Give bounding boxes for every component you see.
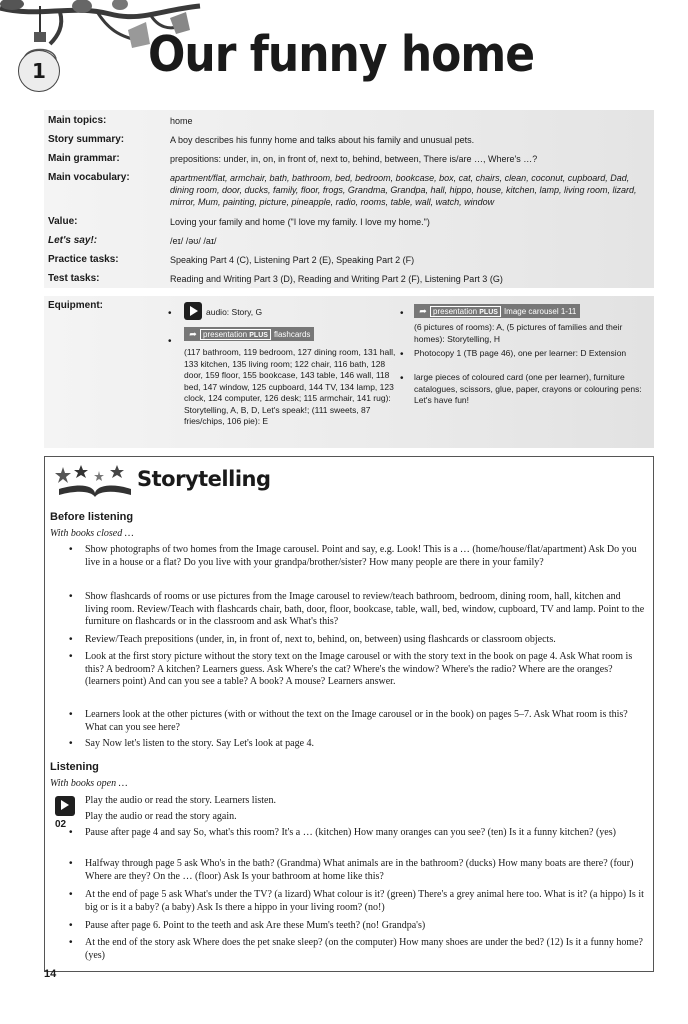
equipment-photocopy: Photocopy 1 (TB page 46), one per learner: D Extension	[414, 348, 627, 358]
stars-book-icon	[53, 463, 135, 497]
listening-item: Halfway through page 5 ask Who's in the bath? (Grandma) What animals are in the bathroom? (ducks) How many boats are there? (four) Where are they? On the … (floor) Ask Is your bathroom at home like this?	[85, 858, 634, 882]
bullet: •	[400, 373, 404, 384]
equipment-label: Equipment:	[48, 300, 103, 311]
before-listening-item: Show photographs of two homes from the Image carousel. Point and say, e.g. Look! This is a … (home/house/flat/apartment) Ask Do you live in a house or a flat? Do you live with your grandpa/brother/sister? How many people are there in your family?	[85, 544, 637, 568]
bullet: •	[69, 858, 73, 869]
overview-value: /eɪ/ /əʊ/ /aɪ/	[170, 236, 217, 246]
listening-heading: Listening	[50, 761, 99, 773]
before-listening-item: Show flashcards of rooms or use pictures from the Image carousel to review/teach bathroom, bedroom, dining room, hall, kitchen and living room. Review/Teach with flashcards chair, bath, door, floor, bookcase, table, wall, bed, window, cupboard, TV and lamp. Point to the furniture on flashcards or in the classroom and ask What's this?	[85, 591, 645, 627]
audio-play-icon[interactable]	[55, 796, 75, 816]
equipment-materials: large pieces of coloured card (one per learner), furniture catalogues, scissors, glue, paper, crayons or colouring pens: Let's have fun!	[414, 372, 642, 405]
before-listening-heading: Before listening	[50, 511, 134, 523]
before-listening-intro: With books closed …	[50, 528, 134, 539]
overview-label: Test tasks:	[48, 273, 100, 284]
overview-label: Main vocabulary:	[48, 172, 130, 183]
overview-label: Main grammar:	[48, 153, 120, 164]
overview-value: apartment/flat, armchair, bath, bathroom, bed, bedroom, bookcase, box, cat, chairs, clean, coconut, cupboard, Dad, dining room, door, ducks, family, floor, frogs, Grandma, Grandpa, hall, hippo, house, kitchen, lamp, living room, lizard, mirror, Mum, painting, picture, pineapple, radio, rooms, table, wall, watch, window	[170, 173, 637, 207]
equipment-panel	[44, 296, 654, 448]
unit-title: Our funny home	[148, 26, 535, 84]
bullet: •	[400, 308, 404, 319]
carousel-badge-label: Image carousel 1-11	[503, 307, 577, 316]
audio-play-icon[interactable]	[184, 302, 202, 320]
overview-label: Let's say!:	[48, 235, 98, 246]
unit-overview-panel	[44, 110, 654, 288]
listening-item: Play the audio or read the story again.	[85, 811, 237, 822]
overview-value: Speaking Part 4 (C), Listening Part 2 (E), Speaking Part 2 (F)	[170, 255, 415, 265]
presentation-plus-flashcards-badge[interactable]	[184, 327, 314, 341]
presentation-plus-suffix: PLUS	[249, 332, 268, 339]
bullet: •	[69, 709, 73, 720]
bullet: •	[69, 827, 73, 838]
presentation-plus-prefix: presentation	[433, 307, 478, 316]
presentation-plus-prefix: presentation	[203, 330, 248, 339]
bullet: •	[69, 591, 73, 602]
listening-item: At the end of page 5 ask What's under the TV? (a lizard) What colour is it? (green) There's a grey animal here too. What is it? (a hippo) Is it big or is it a baby? (a baby) Ask Is there a hippo in your living room? (no!)	[85, 889, 644, 913]
page-number: 14	[44, 968, 57, 980]
before-listening-item: Say Now let's listen to the story. Say Let's look at page 4.	[85, 738, 315, 749]
overview-value: Reading and Writing Part 3 (D), Reading and Writing Part 2 (F), Listening Part 3 (G)	[170, 274, 503, 284]
bullet: •	[69, 738, 73, 749]
storytelling-section	[44, 456, 654, 972]
bullet: •	[69, 920, 73, 931]
bullet: •	[69, 889, 73, 900]
storytelling-heading: Storytelling	[137, 467, 271, 491]
overview-value: A boy describes his funny home and talks about his family and unusual pets.	[170, 135, 475, 145]
unit-number: 1	[18, 50, 60, 92]
presentation-plus-logo	[430, 306, 501, 317]
overview-value: prepositions: under, in, on, in front of, next to, behind, between, There is/are …, Where's …?	[170, 154, 538, 164]
share-arrow-icon: ➦	[419, 306, 427, 316]
presentation-plus-carousel-badge[interactable]	[414, 304, 580, 318]
listening-item: At the end of the story ask Where does the pet snake sleep? (on the computer) How many shoes are under the bed? (12) Is it a funny home? (yes)	[85, 937, 643, 961]
overview-label: Practice tasks:	[48, 254, 119, 265]
equipment-carousel-text: (6 pictures of rooms): A, (5 pictures of families and their homes): Storytelling, H	[414, 322, 623, 344]
bullet: •	[168, 336, 172, 347]
overview-value: home	[170, 116, 193, 126]
bullet: •	[400, 349, 404, 360]
bullet: •	[168, 308, 172, 319]
listening-item: Pause after page 4 and say So, what's this room? It's a … (kitchen) How many oranges can you see? (ten) Is it a funny kitchen? (yes)	[85, 827, 616, 838]
overview-label: Story summary:	[48, 134, 125, 145]
bullet: •	[69, 651, 73, 662]
overview-value: Loving your family and home ("I love my family. I love my home.")	[170, 217, 430, 227]
overview-label: Main topics:	[48, 115, 107, 126]
presentation-plus-suffix: PLUS	[479, 309, 498, 316]
bullet: •	[69, 634, 73, 645]
audio-track-number: 02	[55, 819, 67, 830]
bullet: •	[69, 544, 73, 555]
overview-label: Value:	[48, 216, 78, 227]
equipment-flashcards-list: (117 bathroom, 119 bedroom, 127 dining room, 131 hall, 133 kitchen, 135 living room; 122 chair, 116 bath, 128 door, 159 floor, 155 bookcase, 143 table, 146 wall, 118 bed, 147 window, 125 cupboard, 144 TV, 134 lamp, 123 clock, 124 computer, 126 desk; 115 armchair, 141 rug): Storytelling, A, B, D, Let's speak!; (111 sweets, 87 fries/chips, 106 pie): E	[184, 347, 396, 426]
before-listening-item: Review/Teach prepositions (under, in, in front of, next to, behind, on, between) using flashcards or classroom objects.	[85, 634, 556, 645]
listening-item: Play the audio or read the story. Learners listen.	[85, 795, 276, 806]
presentation-plus-logo	[200, 329, 271, 340]
bullet: •	[69, 937, 73, 948]
before-listening-item: Look at the first story picture without the story text on the Image carousel or with the story text in the book on page 4. Ask What room is this? A bedroom? A kitchen? Learners guess. Ask Where's the cat? Where's the window? Where's the radio? Where are the oranges? (learners point) And can you see a table? A book? A mouse? Learners answer.	[85, 651, 633, 687]
equipment-audio: audio: Story, G	[206, 307, 263, 317]
share-arrow-icon: ➦	[189, 329, 197, 339]
listening-item: Pause after page 6. Point to the teeth and ask Are these Mum's teeth? (no! Grandpa's)	[85, 920, 426, 931]
before-listening-item: Learners look at the other pictures (with or without the text on the Image carousel or in the book) on pages 5–7. Ask What room is this? What can you see here?	[85, 709, 628, 733]
flashcards-badge-label: flashcards	[273, 330, 311, 339]
listening-intro: With books open …	[50, 778, 128, 789]
